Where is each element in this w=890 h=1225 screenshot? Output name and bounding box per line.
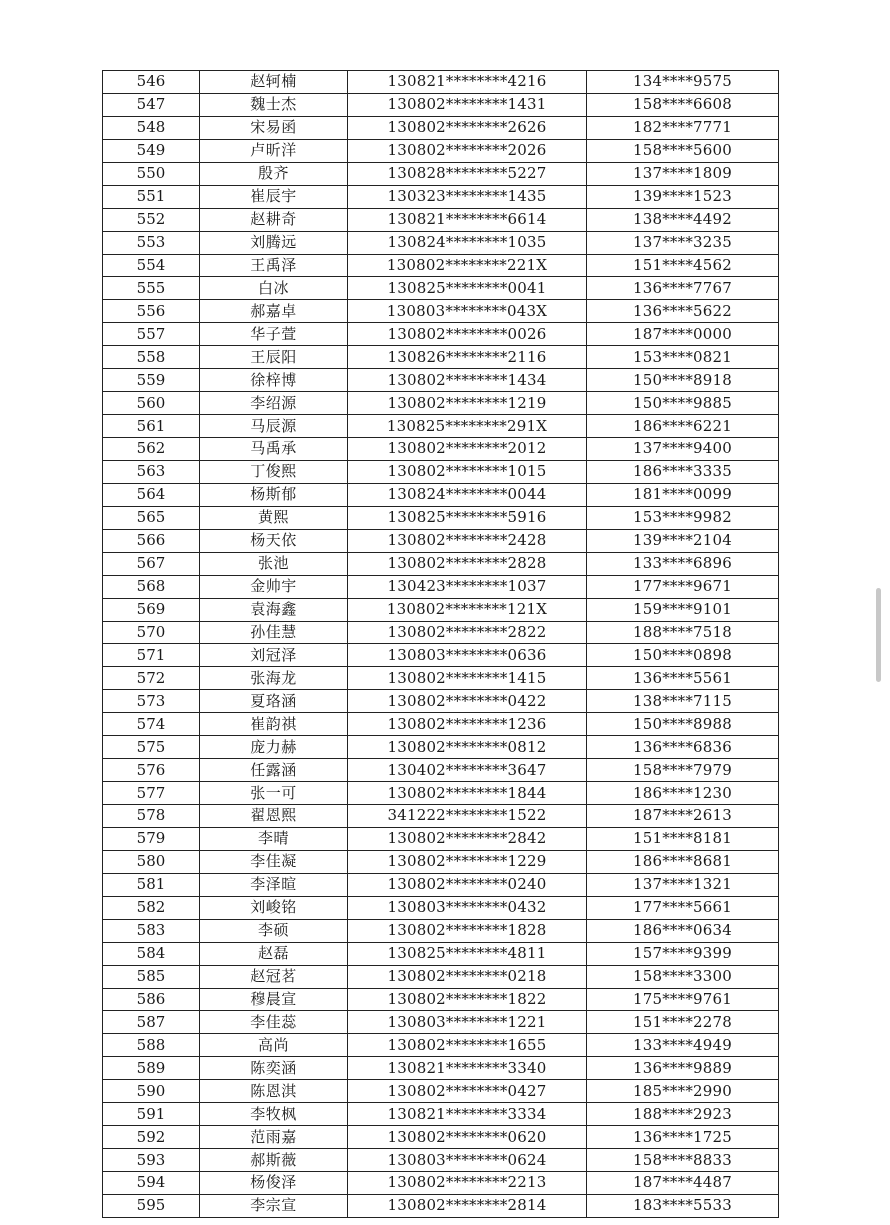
table-row — [103, 231, 779, 254]
id-number-cell: 130826********2116 — [348, 346, 587, 369]
table-row — [103, 713, 779, 736]
row-number-cell: 546 — [103, 71, 200, 94]
table-row — [103, 1126, 779, 1149]
table-row — [103, 254, 779, 277]
phone-cell: 150****8988 — [587, 713, 779, 736]
row-number-cell: 557 — [103, 323, 200, 346]
id-number-cell: 130802********2842 — [348, 827, 587, 850]
table-row — [103, 873, 779, 896]
name-cell: 翟恩熙 — [200, 805, 348, 828]
table-row — [103, 1080, 779, 1103]
phone-cell: 150****0898 — [587, 644, 779, 667]
id-number-cell: 130821********3340 — [348, 1057, 587, 1080]
phone-cell: 187****2613 — [587, 805, 779, 828]
id-number-cell: 130803********0624 — [348, 1149, 587, 1172]
name-cell: 庞力赫 — [200, 736, 348, 759]
row-number-cell: 582 — [103, 896, 200, 919]
name-cell: 王禹泽 — [200, 254, 348, 277]
phone-cell: 159****9101 — [587, 598, 779, 621]
row-number-cell: 550 — [103, 162, 200, 185]
id-number-cell: 130802********2026 — [348, 139, 587, 162]
phone-cell: 133****6896 — [587, 552, 779, 575]
table-row — [103, 208, 779, 231]
table-row — [103, 1057, 779, 1080]
phone-cell: 136****5622 — [587, 300, 779, 323]
row-number-cell: 562 — [103, 438, 200, 461]
row-number-cell: 554 — [103, 254, 200, 277]
name-cell: 徐梓博 — [200, 369, 348, 392]
phone-cell: 183****5533 — [587, 1194, 779, 1217]
id-number-cell: 130802********2828 — [348, 552, 587, 575]
row-number-cell: 551 — [103, 185, 200, 208]
id-number-cell: 130824********0044 — [348, 483, 587, 506]
phone-cell: 137****3235 — [587, 231, 779, 254]
name-cell: 赵耕奇 — [200, 208, 348, 231]
id-number-cell: 130802********2814 — [348, 1194, 587, 1217]
table-row — [103, 988, 779, 1011]
row-number-cell: 552 — [103, 208, 200, 231]
name-cell: 赵冠茗 — [200, 965, 348, 988]
row-number-cell: 584 — [103, 942, 200, 965]
id-number-cell: 130802********2822 — [348, 621, 587, 644]
table-row — [103, 71, 779, 94]
phone-cell: 136****6836 — [587, 736, 779, 759]
table-row — [103, 1034, 779, 1057]
table-row — [103, 460, 779, 483]
row-number-cell: 567 — [103, 552, 200, 575]
phone-cell: 186****8681 — [587, 850, 779, 873]
id-number-cell: 130821********3334 — [348, 1103, 587, 1126]
id-number-cell: 130825********291X — [348, 415, 587, 438]
phone-cell: 136****7767 — [587, 277, 779, 300]
name-cell: 陈恩淇 — [200, 1080, 348, 1103]
row-number-cell: 559 — [103, 369, 200, 392]
phone-cell: 186****0634 — [587, 919, 779, 942]
phone-cell: 137****9400 — [587, 438, 779, 461]
table-row — [103, 598, 779, 621]
id-number-cell: 130802********1822 — [348, 988, 587, 1011]
phone-cell: 153****9982 — [587, 506, 779, 529]
row-number-cell: 566 — [103, 529, 200, 552]
row-number-cell: 571 — [103, 644, 200, 667]
table-row — [103, 185, 779, 208]
phone-cell: 187****0000 — [587, 323, 779, 346]
table-row — [103, 392, 779, 415]
phone-cell: 150****8918 — [587, 369, 779, 392]
name-cell: 丁俊熙 — [200, 460, 348, 483]
name-cell: 夏珞涵 — [200, 690, 348, 713]
id-number-cell: 130802********1655 — [348, 1034, 587, 1057]
id-number-cell: 130802********0218 — [348, 965, 587, 988]
id-number-cell: 130803********1221 — [348, 1011, 587, 1034]
name-cell: 李硕 — [200, 919, 348, 942]
phone-cell: 151****2278 — [587, 1011, 779, 1034]
name-cell: 张池 — [200, 552, 348, 575]
id-number-cell: 130402********3647 — [348, 759, 587, 782]
row-number-cell: 568 — [103, 575, 200, 598]
phone-cell: 177****9671 — [587, 575, 779, 598]
phone-cell: 182****7771 — [587, 116, 779, 139]
table-row — [103, 116, 779, 139]
name-cell: 白冰 — [200, 277, 348, 300]
phone-cell: 137****1321 — [587, 873, 779, 896]
id-number-cell: 130825********0041 — [348, 277, 587, 300]
table-row — [103, 346, 779, 369]
table-row — [103, 667, 779, 690]
row-number-cell: 583 — [103, 919, 200, 942]
phone-cell: 150****9885 — [587, 392, 779, 415]
name-cell: 李宗宣 — [200, 1194, 348, 1217]
table-row — [103, 1149, 779, 1172]
table-row — [103, 919, 779, 942]
name-cell: 崔韵祺 — [200, 713, 348, 736]
row-number-cell: 588 — [103, 1034, 200, 1057]
name-cell: 马禹承 — [200, 438, 348, 461]
table-row — [103, 438, 779, 461]
phone-cell: 137****1809 — [587, 162, 779, 185]
row-number-cell: 561 — [103, 415, 200, 438]
row-number-cell: 560 — [103, 392, 200, 415]
name-cell: 黄熙 — [200, 506, 348, 529]
row-number-cell: 595 — [103, 1194, 200, 1217]
id-number-cell: 130323********1435 — [348, 185, 587, 208]
id-number-cell: 130802********0240 — [348, 873, 587, 896]
phone-cell: 187****4487 — [587, 1172, 779, 1195]
row-number-cell: 570 — [103, 621, 200, 644]
table-row — [103, 896, 779, 919]
name-cell: 金帅宇 — [200, 575, 348, 598]
table-row — [103, 850, 779, 873]
name-cell: 孙佳慧 — [200, 621, 348, 644]
row-number-cell: 580 — [103, 850, 200, 873]
phone-cell: 158****7979 — [587, 759, 779, 782]
table-row — [103, 529, 779, 552]
id-number-cell: 130825********4811 — [348, 942, 587, 965]
id-number-cell: 130802********1844 — [348, 782, 587, 805]
phone-cell: 138****7115 — [587, 690, 779, 713]
row-number-cell: 548 — [103, 116, 200, 139]
roster-table-body — [103, 71, 779, 1218]
name-cell: 李泽暄 — [200, 873, 348, 896]
table-row — [103, 277, 779, 300]
table-row — [103, 93, 779, 116]
row-number-cell: 594 — [103, 1172, 200, 1195]
table-row — [103, 506, 779, 529]
id-number-cell: 130824********1035 — [348, 231, 587, 254]
name-cell: 赵轲楠 — [200, 71, 348, 94]
row-number-cell: 564 — [103, 483, 200, 506]
name-cell: 李佳凝 — [200, 850, 348, 873]
roster-table-container — [102, 70, 779, 1218]
row-number-cell: 558 — [103, 346, 200, 369]
name-cell: 崔辰宇 — [200, 185, 348, 208]
table-row — [103, 942, 779, 965]
row-number-cell: 573 — [103, 690, 200, 713]
table-row — [103, 805, 779, 828]
id-number-cell: 130802********0427 — [348, 1080, 587, 1103]
id-number-cell: 130802********1828 — [348, 919, 587, 942]
table-row — [103, 782, 779, 805]
id-number-cell: 130802********1015 — [348, 460, 587, 483]
row-number-cell: 575 — [103, 736, 200, 759]
table-row — [103, 369, 779, 392]
phone-cell: 139****1523 — [587, 185, 779, 208]
phone-cell: 175****9761 — [587, 988, 779, 1011]
name-cell: 杨斯郁 — [200, 483, 348, 506]
vertical-scrollbar-thumb[interactable] — [876, 588, 881, 682]
row-number-cell: 555 — [103, 277, 200, 300]
name-cell: 陈奕涵 — [200, 1057, 348, 1080]
row-number-cell: 569 — [103, 598, 200, 621]
row-number-cell: 577 — [103, 782, 200, 805]
row-number-cell: 549 — [103, 139, 200, 162]
name-cell: 赵磊 — [200, 942, 348, 965]
name-cell: 张一可 — [200, 782, 348, 805]
row-number-cell: 565 — [103, 506, 200, 529]
table-row — [103, 736, 779, 759]
id-number-cell: 130802********0620 — [348, 1126, 587, 1149]
name-cell: 华子萱 — [200, 323, 348, 346]
row-number-cell: 587 — [103, 1011, 200, 1034]
phone-cell: 157****9399 — [587, 942, 779, 965]
name-cell: 宋易函 — [200, 116, 348, 139]
name-cell: 刘峻铭 — [200, 896, 348, 919]
row-number-cell: 579 — [103, 827, 200, 850]
name-cell: 范雨嘉 — [200, 1126, 348, 1149]
table-row — [103, 415, 779, 438]
phone-cell: 133****4949 — [587, 1034, 779, 1057]
row-number-cell: 589 — [103, 1057, 200, 1080]
table-row — [103, 483, 779, 506]
table-row — [103, 644, 779, 667]
id-number-cell: 130825********5916 — [348, 506, 587, 529]
name-cell: 李绍源 — [200, 392, 348, 415]
phone-cell: 158****6608 — [587, 93, 779, 116]
name-cell: 刘冠泽 — [200, 644, 348, 667]
table-row — [103, 1103, 779, 1126]
phone-cell: 181****0099 — [587, 483, 779, 506]
phone-cell: 158****3300 — [587, 965, 779, 988]
name-cell: 袁海鑫 — [200, 598, 348, 621]
row-number-cell: 591 — [103, 1103, 200, 1126]
row-number-cell: 592 — [103, 1126, 200, 1149]
phone-cell: 188****2923 — [587, 1103, 779, 1126]
row-number-cell: 556 — [103, 300, 200, 323]
phone-cell: 158****5600 — [587, 139, 779, 162]
id-number-cell: 341222********1522 — [348, 805, 587, 828]
name-cell: 马辰源 — [200, 415, 348, 438]
name-cell: 高尚 — [200, 1034, 348, 1057]
table-row — [103, 139, 779, 162]
table-row — [103, 621, 779, 644]
table-row — [103, 827, 779, 850]
phone-cell: 139****2104 — [587, 529, 779, 552]
name-cell: 魏士杰 — [200, 93, 348, 116]
name-cell: 李牧枫 — [200, 1103, 348, 1126]
row-number-cell: 576 — [103, 759, 200, 782]
phone-cell: 186****3335 — [587, 460, 779, 483]
phone-cell: 188****7518 — [587, 621, 779, 644]
row-number-cell: 574 — [103, 713, 200, 736]
phone-cell: 136****5561 — [587, 667, 779, 690]
id-number-cell: 130803********043X — [348, 300, 587, 323]
table-row — [103, 1172, 779, 1195]
phone-cell: 185****2990 — [587, 1080, 779, 1103]
table-row — [103, 1011, 779, 1034]
id-number-cell: 130821********4216 — [348, 71, 587, 94]
name-cell: 刘腾远 — [200, 231, 348, 254]
id-number-cell: 130802********1415 — [348, 667, 587, 690]
phone-cell: 186****1230 — [587, 782, 779, 805]
id-number-cell: 130828********5227 — [348, 162, 587, 185]
name-cell: 任露涵 — [200, 759, 348, 782]
table-row — [103, 1194, 779, 1217]
id-number-cell: 130802********1229 — [348, 850, 587, 873]
name-cell: 杨天依 — [200, 529, 348, 552]
phone-cell: 186****6221 — [587, 415, 779, 438]
table-row — [103, 575, 779, 598]
name-cell: 杨俊泽 — [200, 1172, 348, 1195]
id-number-cell: 130802********121X — [348, 598, 587, 621]
id-number-cell: 130802********2012 — [348, 438, 587, 461]
table-row — [103, 300, 779, 323]
name-cell: 郝斯薇 — [200, 1149, 348, 1172]
table-row — [103, 690, 779, 713]
id-number-cell: 130803********0432 — [348, 896, 587, 919]
name-cell: 穆晨宣 — [200, 988, 348, 1011]
name-cell: 卢昕洋 — [200, 139, 348, 162]
id-number-cell: 130803********0636 — [348, 644, 587, 667]
table-row — [103, 552, 779, 575]
id-number-cell: 130802********221X — [348, 254, 587, 277]
row-number-cell: 581 — [103, 873, 200, 896]
row-number-cell: 563 — [103, 460, 200, 483]
phone-cell: 158****8833 — [587, 1149, 779, 1172]
id-number-cell: 130802********0026 — [348, 323, 587, 346]
id-number-cell: 130802********1434 — [348, 369, 587, 392]
name-cell: 张海龙 — [200, 667, 348, 690]
roster-table — [102, 70, 779, 1218]
name-cell: 郝嘉卓 — [200, 300, 348, 323]
id-number-cell: 130423********1037 — [348, 575, 587, 598]
row-number-cell: 585 — [103, 965, 200, 988]
phone-cell: 136****9889 — [587, 1057, 779, 1080]
row-number-cell: 547 — [103, 93, 200, 116]
id-number-cell: 130802********2213 — [348, 1172, 587, 1195]
id-number-cell: 130802********1431 — [348, 93, 587, 116]
row-number-cell: 586 — [103, 988, 200, 1011]
phone-cell: 151****8181 — [587, 827, 779, 850]
row-number-cell: 572 — [103, 667, 200, 690]
phone-cell: 138****4492 — [587, 208, 779, 231]
phone-cell: 153****0821 — [587, 346, 779, 369]
table-row — [103, 323, 779, 346]
table-row — [103, 965, 779, 988]
id-number-cell: 130802********2428 — [348, 529, 587, 552]
id-number-cell: 130802********0812 — [348, 736, 587, 759]
phone-cell: 136****1725 — [587, 1126, 779, 1149]
phone-cell: 134****9575 — [587, 71, 779, 94]
row-number-cell: 553 — [103, 231, 200, 254]
row-number-cell: 590 — [103, 1080, 200, 1103]
id-number-cell: 130802********2626 — [348, 116, 587, 139]
name-cell: 殷齐 — [200, 162, 348, 185]
table-row — [103, 162, 779, 185]
name-cell: 李晴 — [200, 827, 348, 850]
row-number-cell: 593 — [103, 1149, 200, 1172]
phone-cell: 151****4562 — [587, 254, 779, 277]
name-cell: 王辰阳 — [200, 346, 348, 369]
table-row — [103, 759, 779, 782]
id-number-cell: 130821********6614 — [348, 208, 587, 231]
name-cell: 李佳蕊 — [200, 1011, 348, 1034]
id-number-cell: 130802********1236 — [348, 713, 587, 736]
id-number-cell: 130802********0422 — [348, 690, 587, 713]
row-number-cell: 578 — [103, 805, 200, 828]
phone-cell: 177****5661 — [587, 896, 779, 919]
id-number-cell: 130802********1219 — [348, 392, 587, 415]
